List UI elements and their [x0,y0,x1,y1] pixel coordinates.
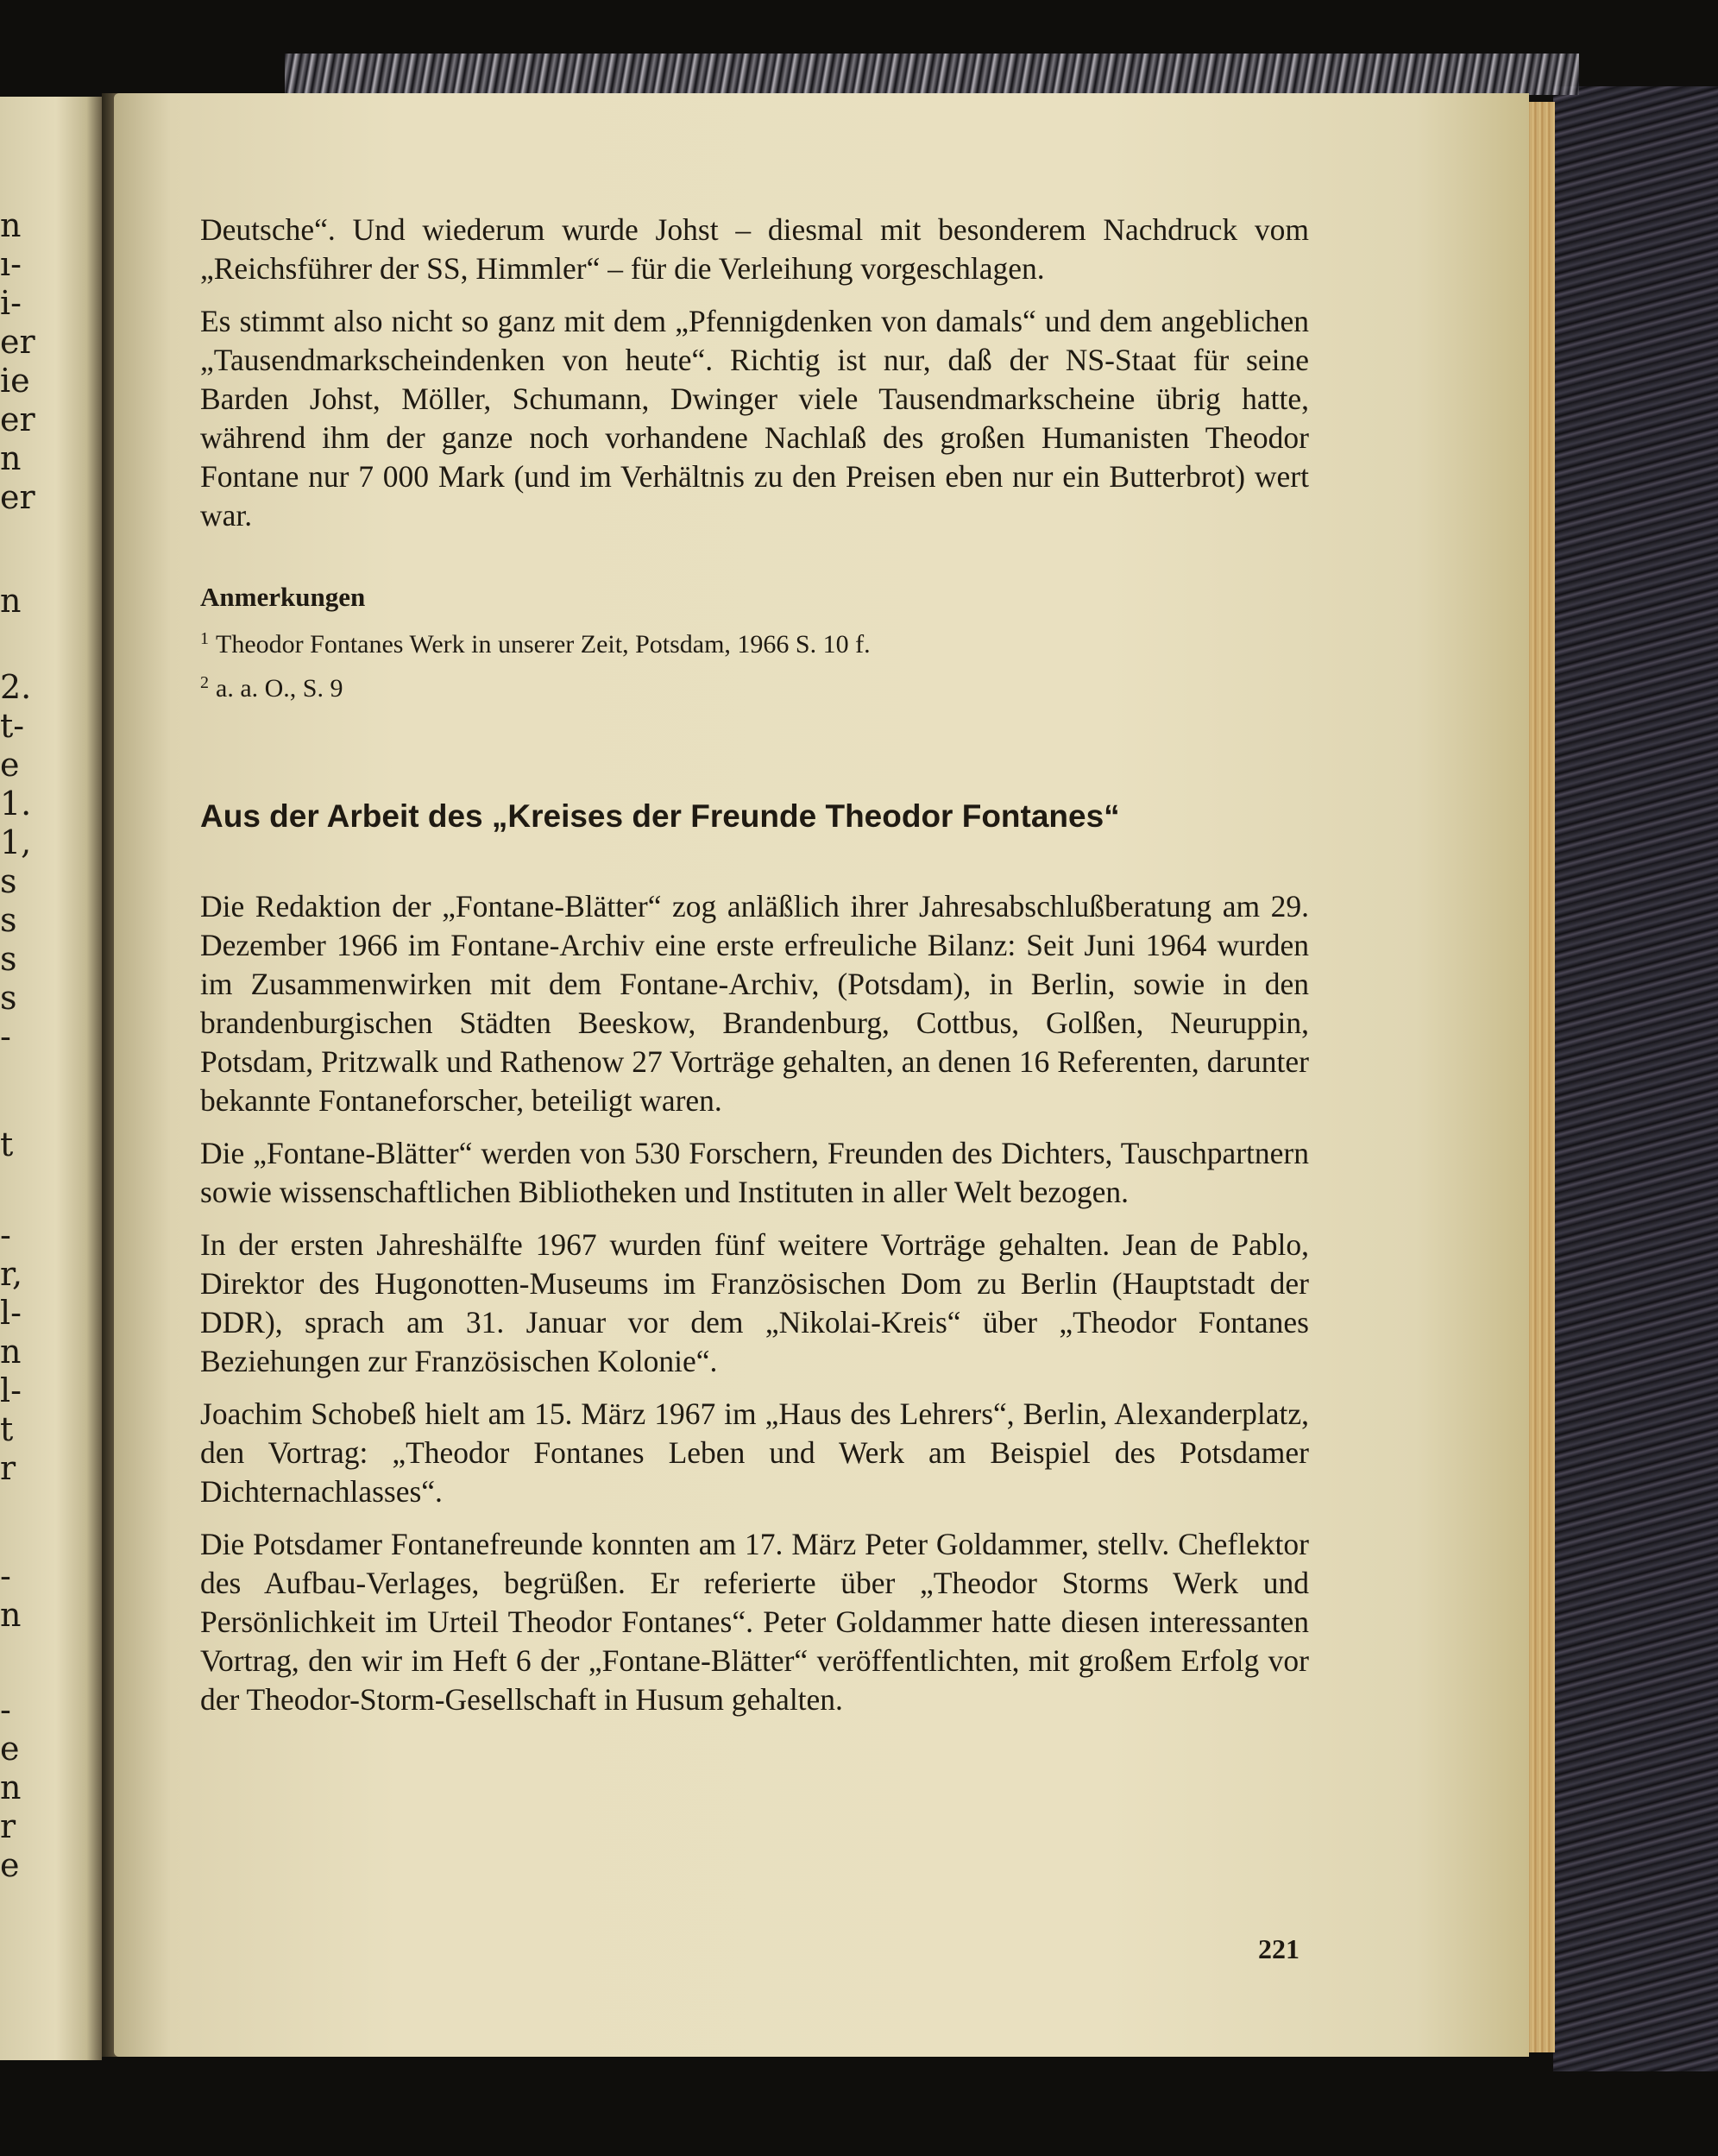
page-number: 221 [1258,1933,1300,1964]
left-fragment: er [0,400,35,438]
book-cover-edge [1553,86,1718,2071]
footnote-text: a. a. O., S. 9 [216,674,343,703]
left-fragment: i- [0,284,22,322]
left-fragment: ie [0,362,30,400]
page-text [200,211,1309,1719]
left-fragment: - [0,1557,11,1595]
left-fragment: ı- [0,245,22,283]
left-fragment: 2. [0,668,32,706]
left-fragment: r [0,1807,16,1845]
notes-heading: Anmerkungen [200,582,366,612]
section-paragraph: Die „Fontane-Blätter“ werden von 530 Forschern, Freunden des Dichters, Tauschpartnern sowie wissenschaftlichen Bibliotheken und Instituten in aller Welt bezogen. [200,1136,1309,1209]
footnote-number: 2 [200,673,209,692]
left-fragment: er [0,478,35,516]
left-fragment: 1. [0,785,32,823]
left-fragment: e [0,1730,20,1768]
section-paragraph: Die Redaktion der „Fontane-Blätter“ zog anläßlich ihrer Jahresabschlußberatung am 29. Dezember 1966 im Fontane-Archiv eine erste erfreuliche Bilanz: Seit Juni 1964 wurden im Zusammenwirken mit dem Fontane-Archiv, (Potsdam), in Berlin, sowie in den brandenburgischen Städten Beeskow, Brandenburg, Cottbus, Golßen, Neuruppin, Potsdam, Pritzwalk und Rathenow 27 Vorträge gehalten, an denen 16 Referenten, darunter bekannte Fontaneforscher, beteiligt waren. [200,889,1309,1118]
left-fragment: n [0,582,22,620]
left-fragment: n [0,1596,22,1634]
book-binding-top [285,54,1579,95]
left-fragment: er [0,323,35,361]
left-fragment: n [0,1768,22,1806]
left-fragment: n [0,1333,22,1371]
left-fragment: r [0,1449,16,1487]
body-paragraph: Es stimmt also nicht so ganz mit dem „Pfennigdenken von damals“ und dem angeblichen „Tausendmarkscheindenken von heute“. Richtig ist nur, daß der NS-Staat für seine Barden Johst, Möller, Schumann, Dwinger viele Tausendmarkscheine übrig hatte, während ihm der ganze noch vorhandene Nachlaß des großen Humanisten Theodor Fontane nur 7 000 Mark (und im Verhältnis zu den Preisen eben nur ein Butterbrot) wert war. [200,304,1309,533]
left-fragment: s [0,940,17,978]
footnote-number: 1 [200,629,209,648]
left-fragment: n [0,439,22,477]
left-page-fragment [0,97,102,2060]
left-fragment: - [0,1018,11,1056]
section-paragraph: Die Potsdamer Fontanefreunde konnten am 17. März Peter Goldammer, stellv. Cheflektor des Aufbau-Verlages, begrüßen. Er referierte über „Theodor Storms Werk und Persönlichkeit im Urteil Theodor Fontanes“. Peter Goldammer hatte diesen interessanten Vortrag, den wir im Heft 6 der „Fontane-Blätter“ veröffentlichten, mit großem Erfolg vor der Theodor-Storm-Gesellschaft in Husum gehalten. [200,1527,1309,1717]
left-fragment: s [0,979,17,1017]
section-paragraph: Joachim Schobeß hielt am 15. März 1967 im „Haus des Lehrers“, Berlin, Alexanderplatz, den Vortrag: „Theodor Fontanes Leben und Werk am Beispiel des Potsdamer Dichternachlasses“. [200,1396,1309,1509]
section-paragraph: In der ersten Jahreshälfte 1967 wurden fünf weitere Vorträge gehalten. Jean de Pablo, Direktor des Hugonotten-Museums im Französischen Dom zu Berlin (Hauptstadt der DDR), sprach am 31. Januar vor dem „Nikolai-Kreis“ über „Theodor Fontanes Beziehungen zur Französischen Kolonie“. [200,1227,1309,1378]
left-fragment: r, [0,1255,23,1293]
footnote [200,620,1309,664]
left-fragment: t [0,1410,14,1448]
left-fragment: t [0,1125,14,1163]
left-fragment: - [0,1691,11,1729]
left-fragment: 1, [0,823,32,861]
footnotes [200,578,1309,708]
footnote-text: Theodor Fontanes Werk in unserer Zeit, Potsdam, 1966 S. 10 f. [216,630,871,659]
left-fragment: t- [0,707,25,745]
left-fragment: l- [0,1371,22,1409]
left-fragment: e [0,1846,20,1884]
section-heading: Aus der Arbeit des „Kreises der Freunde Theodor Fontanes“ [200,798,1120,834]
left-fragment: l- [0,1294,22,1332]
left-fragment: s [0,901,17,939]
left-fragment: - [0,1216,11,1254]
left-fragment: e [0,746,20,784]
left-fragment: n [0,206,22,244]
continuation-paragraph: Deutsche“. Und wiederum wurde Johst – diesmal mit besonderem Nachdruck vom „Reichsführer der SS, Himmler“ – für die Verleihung vorgeschlagen. [200,212,1309,286]
left-fragment: s [0,862,17,900]
footnote [200,664,1309,708]
